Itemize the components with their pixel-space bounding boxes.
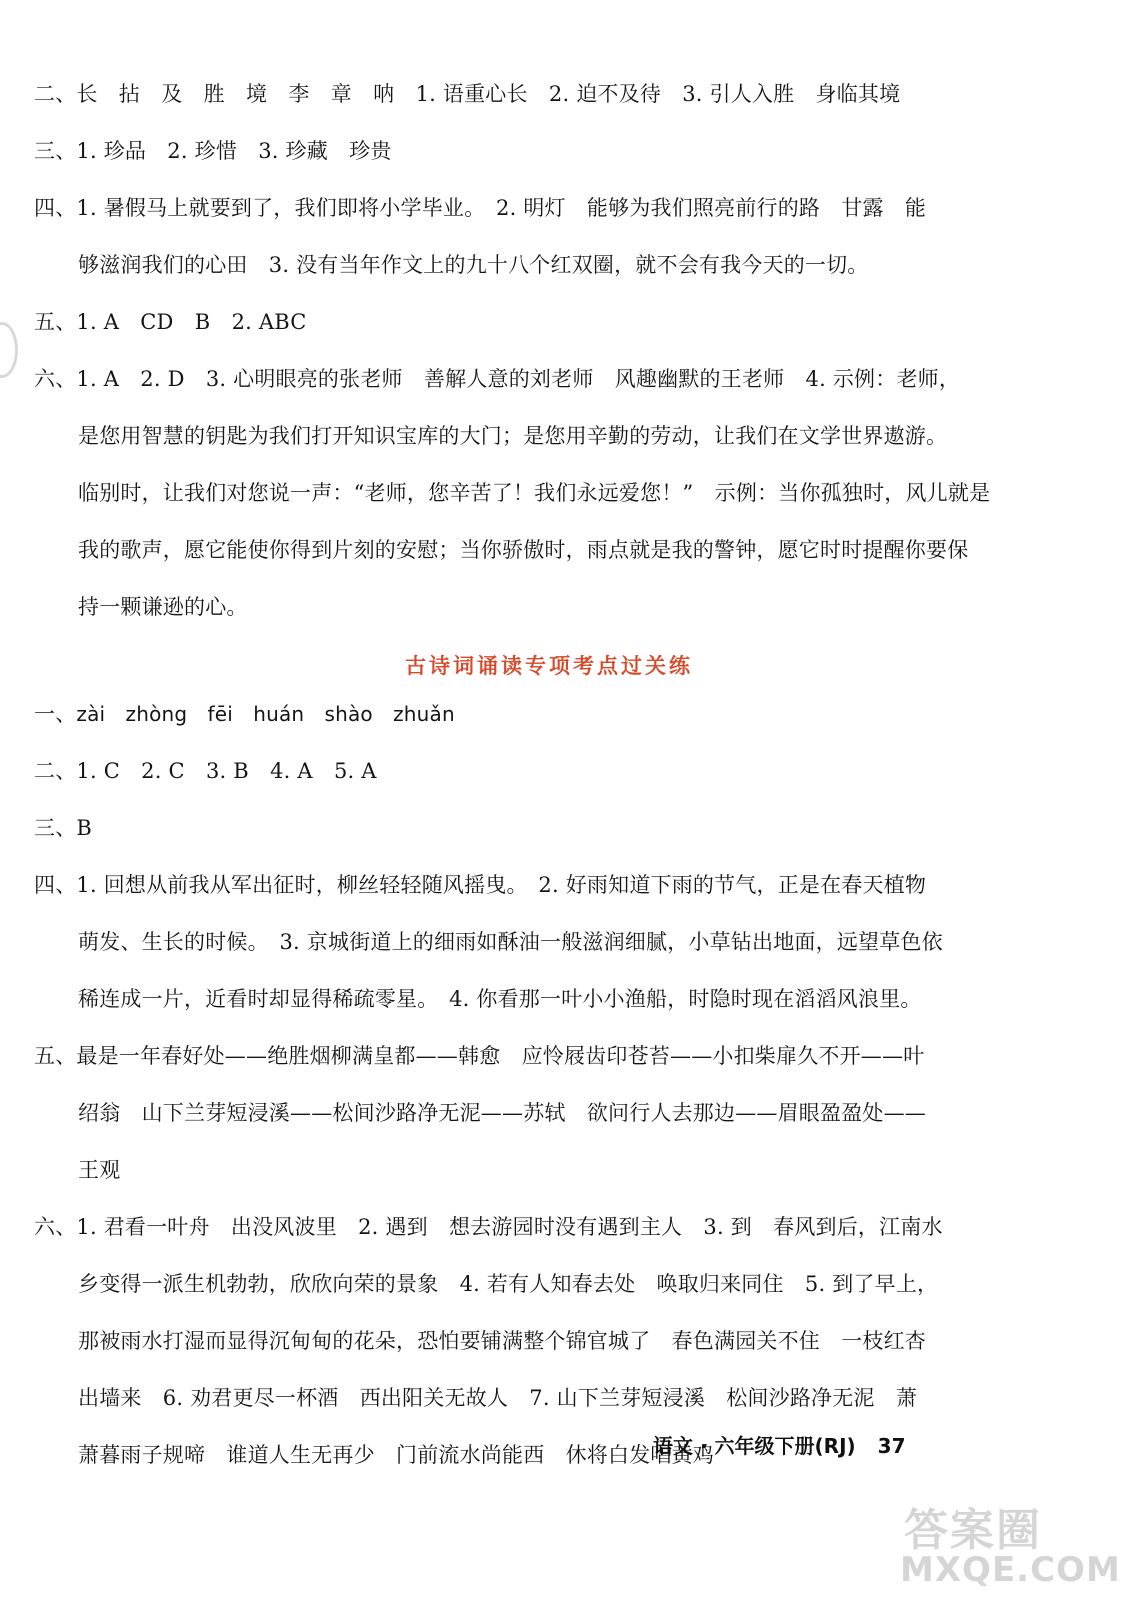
answer-q6-line1: 六、1. A 2. D 3. 心明眼亮的张老师 善解人意的刘老师 风趣幽默的王老师 4. 示例：老师， xyxy=(34,367,961,391)
answer-q4-line3: 稀连成一片，近看时却显得稀疏零星。 4. 你看那一叶小小渔船，时隐时现在滔滔风浪里。 xyxy=(78,987,922,1011)
answer-q1-prefix: 一、 xyxy=(34,702,77,726)
binding-hole-mark xyxy=(0,322,18,378)
answer-q5-line3: 王观 xyxy=(78,1158,121,1182)
pinyin-answers: zài zhòng fēi huán shào zhuǎn xyxy=(76,702,455,726)
answer-q6-line4: 出墙来 6. 劝君更尽一杯酒 西出阳关无故人 7. 山下兰芽短浸溪 松间沙路净无泥 萧 xyxy=(78,1386,918,1410)
footer-subject: 语文 · 六年级下册(RJ) xyxy=(653,1434,856,1458)
answer-pinyin-row xyxy=(34,686,1034,743)
answer-q6-line2: 是您用智慧的钥匙为我们打开知识宝库的大门；是您用辛勤的劳动，让我们在文学世界遨游。 xyxy=(78,424,948,448)
answer-q5-line2: 绍翁 山下兰芽短浸溪——松间沙路净无泥——苏轼 欲问行人去那边——眉眼盈盈处—— xyxy=(78,1101,926,1125)
answer-q3: 三、B xyxy=(34,816,93,840)
answer-q6-line5: 萧暮雨子规啼 谁道人生无再少 门前流水尚能西 休将白发唱黄鸡 xyxy=(78,1443,714,1467)
page-footer xyxy=(653,1430,906,1459)
answer-q6-line1: 六、1. 君看一叶舟 出没风波里 2. 遇到 想去游园时没有遇到主人 3. 到 春风到后，江南水 xyxy=(34,1215,943,1239)
watermark-bottom-text: MXQE.COM xyxy=(900,1550,1121,1590)
answer-q2: 二、长 拈 及 胜 境 李 章 呐 1. 语重心长 2. 迫不及待 3. 引人入胜 身临其境 xyxy=(34,82,901,106)
section-title: 古诗词诵读专项考点过关练 xyxy=(405,654,693,678)
answer-q6-line4: 我的歌声，愿它能使你得到片刻的安慰；当你骄傲时，雨点就是我的警钟，愿它时时提醒你要保 xyxy=(78,538,969,562)
answer-q4-line1: 四、1. 暑假马上就要到了，我们即将小学毕业。 2. 明灯 能够为我们照亮前行的路 甘露 能 xyxy=(34,196,927,220)
answer-q4-line2: 够滋润我们的心田 3. 没有当年作文上的九十八个红双圈，就不会有我今天的一切。 xyxy=(78,253,869,277)
watermark-top-text: 答案圈 xyxy=(904,1505,1042,1556)
answer-q5-line1: 五、最是一年春好处——绝胜烟柳满皇都——韩愈 应怜屐齿印苍苔——小扣柴扉久不开——叶 xyxy=(34,1044,925,1068)
answer-q2: 二、1. C 2. C 3. B 4. A 5. A xyxy=(34,759,377,783)
answer-q6-line3: 那被雨水打湿而显得沉甸甸的花朵，恐怕要铺满整个锦官城了 春色满园关不住 一枝红杏 xyxy=(78,1329,926,1353)
answer-q4-line2: 萌发、生长的时候。 3. 京城街道上的细雨如酥油一般滋润细腻，小草钻出地面，远望草色依 xyxy=(78,930,943,954)
answer-q5: 五、1. A CD B 2. ABC xyxy=(34,310,307,334)
section1-answers xyxy=(34,66,1034,636)
answer-q6-line5: 持一颗谦逊的心。 xyxy=(78,595,248,619)
page-number: 37 xyxy=(877,1434,906,1458)
watermark-logo xyxy=(894,1492,1121,1592)
answer-q4-line1: 四、1. 回想从前我从军出征时，柳丝轻轻随风摇曳。 2. 好雨知道下雨的节气，正是在春天植物 xyxy=(34,873,927,897)
answer-q6-line2: 乡变得一派生机勃勃，欣欣向荣的景象 4. 若有人知春去处 唤取归来同住 5. 到了早上， xyxy=(78,1272,939,1296)
answer-q6-line3: 临别时，让我们对您说一声：“老师，您辛苦了！我们永远爱您！” 示例：当你孤独时，风儿就是 xyxy=(78,481,991,505)
answer-q3: 三、1. 珍品 2. 珍惜 3. 珍藏 珍贵 xyxy=(34,139,392,163)
section2-answers xyxy=(34,686,1034,1484)
